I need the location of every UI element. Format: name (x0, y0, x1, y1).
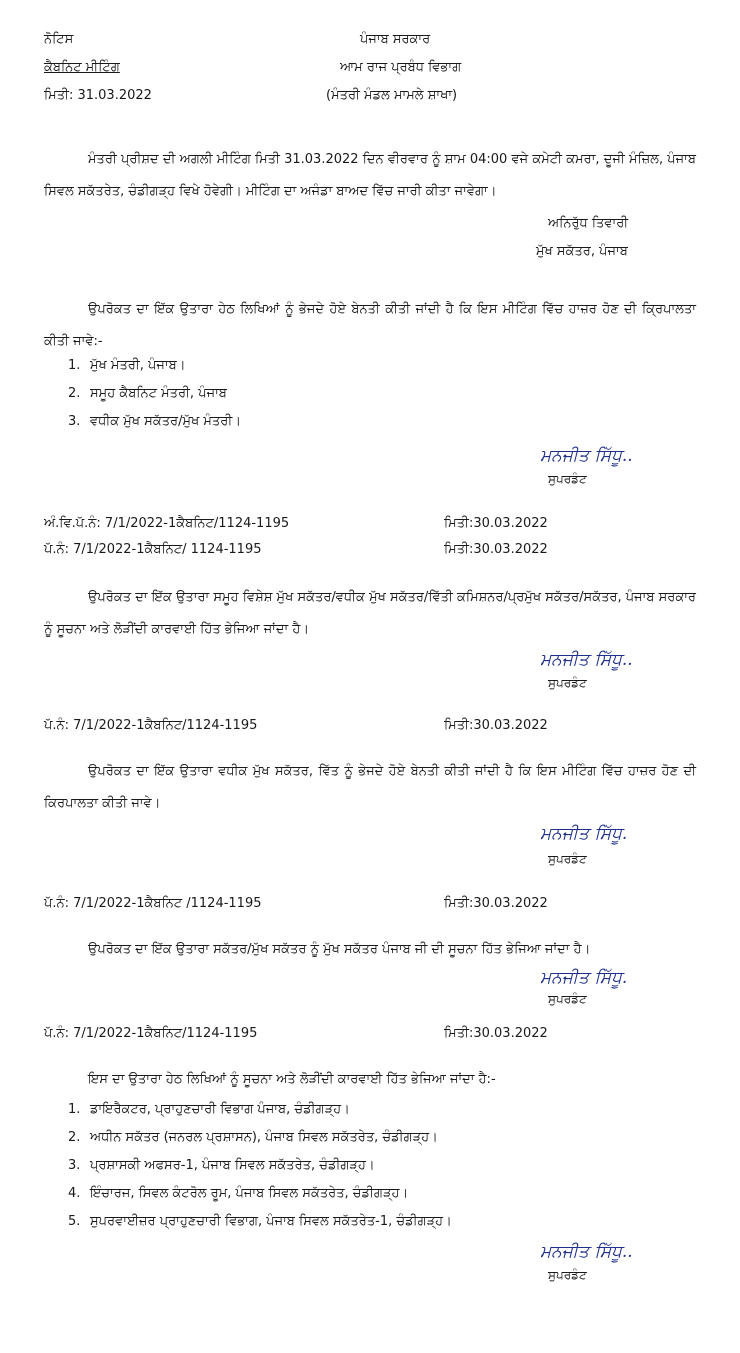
list-item (68, 380, 241, 408)
list-item-label: ਪ੍ਰਸ਼ਾਸਕੀ ਅਫਸਰ-1, ਪੰਜਾਬ ਸਿਵਲ ਸਕੱਤਰੇਤ, ਚੰਡੀਗੜ੍ਹ। (90, 1158, 375, 1173)
list-item-label: ਮੁੱਖ ਮੰਤਰੀ, ਪੰਜਾਬ। (90, 358, 186, 373)
copy5-paragraph (44, 1064, 696, 1096)
copy5-text: ਇਸ ਦਾ ਉਤਾਰਾ ਹੇਠ ਲਿਖਿਆਂ ਨੂੰ ਸੂਚਨਾ ਅਤੇ ਲੋੜੀਂਦੀ ਕਾਰਵਾਈ ਹਿੱਤ ਭੇਜਿਆ ਜਾਂਦਾ ਹੈ:- (88, 1072, 496, 1087)
superintendent-title: ਸੁਪਰਡੰਟ (548, 676, 587, 690)
list-item-number: 2. (68, 1130, 81, 1145)
superintendent-title: ਸੁਪਰਡੰਟ (548, 1268, 587, 1282)
superintendent-title: ਸੁਪਰਡੰਟ (548, 472, 587, 486)
list-item-label: ਸਮੂਹ ਕੈਬਨਿਟ ਮੰਤਰੀ, ਪੰਜਾਬ (90, 386, 227, 401)
reference-date: ਮਿਤੀ:30.03.2022 (444, 542, 548, 557)
copy1-recipient-list (68, 352, 241, 436)
chief-secretary-title: ਮੁੱਖ ਸਕੱਤਰ, ਪੰਜਾਬ (536, 244, 628, 259)
copy5-recipient-list (68, 1096, 452, 1236)
list-item-label: ਇੰਚਾਰਜ, ਸਿਵਲ ਕੰਟਰੋਲ ਰੂਮ, ਪੰਜਾਬ ਸਿਵਲ ਸਕੱਤਰੇਤ, ਚੰਡੀਗੜ੍ਹ। (90, 1186, 409, 1201)
reference-number: ਪੱ.ਨੰ: 7/1/2022-1ਕੈਬਨਿਟ/1124-1195 (44, 1026, 258, 1041)
copy2-paragraph (44, 582, 696, 646)
list-item-label: ਸੁਪਰਵਾਈਜ਼ਰ ਪ੍ਰਾਹੁਣਚਾਰੀ ਵਿਭਾਗ, ਪੰਜਾਬ ਸਿਵਲ ਸਕੱਤਰੇਤ-1, ਚੰਡੀਗੜ੍ਹ। (90, 1214, 452, 1229)
reference-number: ਅੰ.ਵਿ.ਪੱ.ਨੰ: 7/1/2022-1ਕੈਬਨਿਟ/1124-1195 (44, 516, 290, 531)
list-item (68, 408, 241, 436)
superintendent-signature: ਮਨਜੀਤ ਸਿੱਧੂ.. (540, 650, 633, 670)
reference-date: ਮਿਤੀ:30.03.2022 (444, 1026, 548, 1041)
reference-number: ਪੱ.ਨੰ: 7/1/2022-1ਕੈਬਨਿਟ /1124-1195 (44, 896, 262, 911)
superintendent-signature: ਮਨਜੀਤ ਸਿੱਧੂ. (540, 968, 628, 988)
superintendent-signature: ਮਨਜੀਤ ਸਿੱਧੂ.. (540, 1242, 633, 1262)
reference-date: ਮਿਤੀ:30.03.2022 (444, 516, 548, 531)
list-item (68, 1096, 452, 1124)
list-item-number: 2. (68, 386, 81, 401)
reference-date: ਮਿਤੀ:30.03.2022 (444, 896, 548, 911)
copy4-paragraph (44, 934, 696, 966)
copy2-text: ਉਪਰੋਕਤ ਦਾ ਇੱਕ ਉਤਾਰਾ ਸਮੂਹ ਵਿਸ਼ੇਸ਼ ਮੁੱਖ ਸਕੱਤਰ/ਵਧੀਕ ਮੁੱਖ ਸਕੱਤਰ/ਵਿੱਤੀ ਕਮਿਸ਼ਨਰ/ਪ੍ਰਮੁੱਖ ਸਕੱਤਰ/ਸਕੱਤਰ, ਪੰਜਾਬ ਸਰਕਾਰ ਨੂੰ ਸੂਚਨਾ ਅਤੇ ਲੋੜੀਂਦੀ ਕਾਰਵਾਈ ਹਿੱਤ ਭੇਜਿਆ ਜਾਂਦਾ ਹੈ। (44, 590, 696, 637)
cabinet-meeting-label: ਕੈਬਨਿਟ ਮੀਟਿੰਗ (44, 60, 120, 75)
list-item-number: 4. (68, 1186, 81, 1201)
list-item-number: 5. (68, 1214, 81, 1229)
intro-paragraph (44, 144, 696, 208)
copy3-text: ਉਪਰੋਕਤ ਦਾ ਇੱਕ ਉਤਾਰਾ ਵਧੀਕ ਮੁੱਖ ਸਕੱਤਰ, ਵਿੱਤ ਨੂੰ ਭੇਜਦੇ ਹੋਏ ਬੇਨਤੀ ਕੀਤੀ ਜਾਂਦੀ ਹੈ ਕਿ ਇਸ ਮੀਟਿੰਗ ਵਿੱਚ ਹਾਜ਼ਰ ਹੋਣ ਦੀ ਕਿਰਪਾਲਤਾ ਕੀਤੀ ਜਾਵੇ। (44, 764, 696, 811)
department-title: ਆਮ ਰਾਜ ਪ੍ਰਬੰਧ ਵਿਭਾਗ (340, 60, 462, 75)
list-item (68, 1208, 452, 1236)
superintendent-signature: ਮਨਜੀਤ ਸਿੱਧੂ. (540, 824, 628, 844)
list-item (68, 1180, 452, 1208)
copy1-text: ਉਪਰੋਕਤ ਦਾ ਇੱਕ ਉਤਾਰਾ ਹੇਠ ਲਿਖਿਆਂ ਨੂੰ ਭੇਜਦੇ ਹੋਏ ਬੇਨਤੀ ਕੀਤੀ ਜਾਂਦੀ ਹੈ ਕਿ ਇਸ ਮੀਟਿੰਗ ਵਿੱਚ ਹਾਜ਼ਰ ਹੋਣ ਦੀ ਕ੍ਰਿਪਾਲਤਾ ਕੀਤੀ ਜਾਵੇ:- (44, 302, 696, 349)
superintendent-title: ਸੁਪਰਡੰਟ (548, 992, 587, 1006)
notice-label: ਨੋਟਿਸ (44, 32, 74, 47)
chief-secretary-name: ਅਨਿਰੁੱਧ ਤਿਵਾਰੀ (548, 216, 629, 231)
list-item (68, 1124, 452, 1152)
government-title: ਪੰਜਾਬ ਸਰਕਾਰ (360, 32, 431, 47)
notice-date: ਮਿਤੀ: 31.03.2022 (44, 88, 152, 103)
list-item-number: 3. (68, 1158, 81, 1173)
copy4-text: ਉਪਰੋਕਤ ਦਾ ਇੱਕ ਉਤਾਰਾ ਸਕੱਤਰ/ਮੁੱਖ ਸਕੱਤਰ ਨੂੰ ਮੁੱਖ ਸਕੱਤਰ ਪੰਜਾਬ ਜੀ ਦੀ ਸੂਚਨਾ ਹਿੱਤ ਭੇਜਿਆ ਜਾਂਦਾ ਹੈ। (88, 942, 591, 957)
copy3-paragraph (44, 756, 696, 820)
superintendent-title: ਸੁਪਰਡੰਟ (548, 852, 587, 866)
list-item-number: 1. (68, 1102, 81, 1117)
intro-text: ਮੰਤਰੀ ਪ੍ਰੀਸ਼ਦ ਦੀ ਅਗਲੀ ਮੀਟਿੰਗ ਮਿਤੀ 31.03.2022 ਦਿਨ ਵੀਰਵਾਰ ਨੂੰ ਸ਼ਾਮ 04:00 ਵਜੇ ਕਮੇਟੀ ਕਮਰਾ, ਦੂਜੀ ਮੰਜ਼ਿਲ, ਪੰਜਾਬ ਸਿਵਲ ਸਕੱਤਰੇਤ, ਚੰਡੀਗੜ੍ਹ ਵਿਖੇ ਹੋਵੇਗੀ। ਮੀਟਿੰਗ ਦਾ ਅਜੰਡਾ ਬਾਅਦ ਵਿੱਚ ਜਾਰੀ ਕੀਤਾ ਜਾਵੇਗਾ। (44, 152, 696, 199)
list-item (68, 352, 241, 380)
branch-title: (ਮੰਤਰੀ ਮੰਡਲ ਮਾਮਲੇ ਸ਼ਾਖਾ) (326, 88, 458, 103)
reference-number: ਪੱ.ਨੰ: 7/1/2022-1ਕੈਬਨਿਟ/1124-1195 (44, 718, 258, 733)
list-item-label: ਵਧੀਕ ਮੁੱਖ ਸਕੱਤਰ/ਮੁੱਖ ਮੰਤਰੀ। (90, 414, 241, 429)
reference-number: ਪੱ.ਨੰ: 7/1/2022-1ਕੈਬਨਿਟ/ 1124-1195 (44, 542, 262, 557)
list-item-number: 3. (68, 414, 81, 429)
copy1-paragraph (44, 294, 696, 358)
list-item-number: 1. (68, 358, 81, 373)
superintendent-signature: ਮਨਜੀਤ ਸਿੱਧੂ.. (540, 446, 633, 466)
list-item (68, 1152, 452, 1180)
list-item-label: ਡਾਇਰੈਕਟਰ, ਪ੍ਰਾਹੁਣਚਾਰੀ ਵਿਭਾਗ ਪੰਜਾਬ, ਚੰਡੀਗੜ੍ਹ। (90, 1102, 350, 1117)
list-item-label: ਅਧੀਨ ਸਕੱਤਰ (ਜਨਰਲ ਪ੍ਰਸ਼ਾਸਨ), ਪੰਜਾਬ ਸਿਵਲ ਸਕੱਤਰੇਤ, ਚੰਡੀਗੜ੍ਹ। (90, 1130, 438, 1145)
reference-date: ਮਿਤੀ:30.03.2022 (444, 718, 548, 733)
